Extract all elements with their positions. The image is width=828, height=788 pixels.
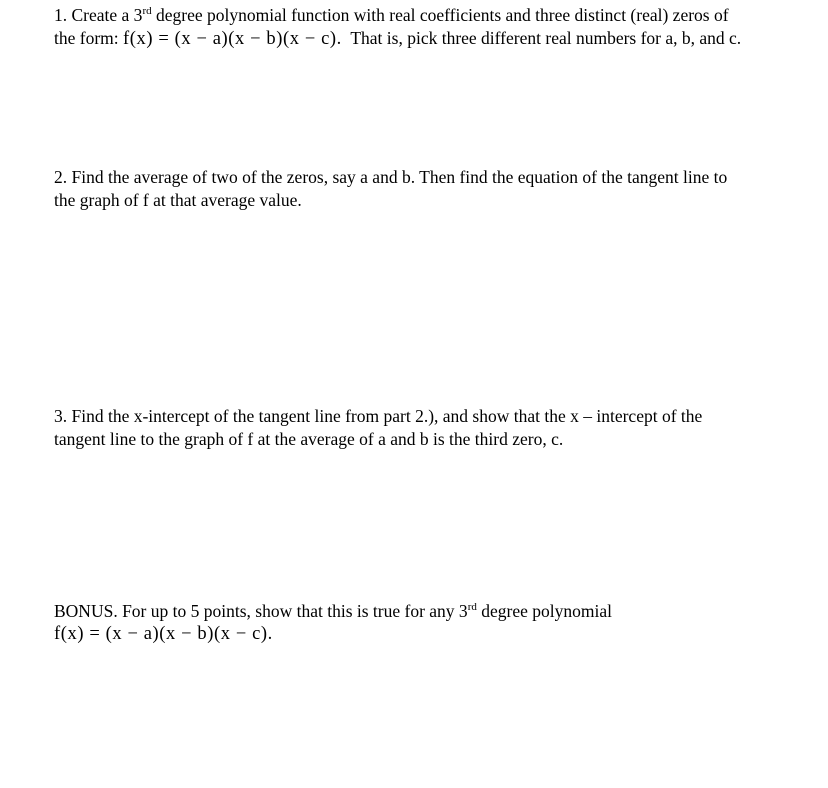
bonus-line-1 bbox=[54, 600, 806, 623]
problem-3-text-1: Find the x-intercept of the tangent line from part 2.), and show that the x – intercept of the bbox=[71, 406, 703, 426]
bonus-text-end: degree polynomial bbox=[476, 601, 612, 621]
problem-1-line-1 bbox=[54, 4, 806, 27]
problem-3-line-2: tangent line to the graph of f at the average of a and b is the third zero, c. bbox=[54, 429, 564, 449]
problem-2-number: 2. bbox=[54, 167, 68, 187]
bonus-problem bbox=[54, 600, 806, 646]
problem-3-line-1 bbox=[54, 405, 806, 428]
problem-1-form-label: the form: bbox=[54, 28, 124, 48]
problem-1-text-start: Create a 3 bbox=[71, 5, 143, 25]
problem-3 bbox=[54, 405, 806, 451]
problem-1-number: 1. bbox=[54, 5, 68, 25]
problem-1-text-end: degree polynomial function with real coefficients and three distinct (real) zeros of bbox=[151, 5, 729, 25]
problem-1-line-2 bbox=[54, 27, 806, 51]
problem-2-line-1 bbox=[54, 166, 806, 189]
problem-2 bbox=[54, 166, 806, 212]
problem-1-formula: f(x) = (x − a)(x − b)(x − c). bbox=[123, 29, 342, 49]
problem-2-line-2: the graph of f at that average value. bbox=[54, 190, 302, 210]
bonus-formula: f(x) = (x − a)(x − b)(x − c). bbox=[54, 624, 273, 644]
problem-1 bbox=[54, 4, 806, 51]
problem-2-text-1: Find the average of two of the zeros, say a and b. Then find the equation of the tangent line to bbox=[71, 167, 728, 187]
bonus-superscript: rd bbox=[467, 601, 477, 613]
problem-1-instruction: That is, pick three different real numbers for a, b, and c. bbox=[341, 28, 742, 48]
problem-1-superscript: rd bbox=[142, 5, 152, 17]
problem-3-number: 3. bbox=[54, 406, 68, 426]
bonus-label: BONUS. bbox=[54, 601, 118, 621]
bonus-text-start: For up to 5 points, show that this is true for any 3 bbox=[117, 601, 468, 621]
